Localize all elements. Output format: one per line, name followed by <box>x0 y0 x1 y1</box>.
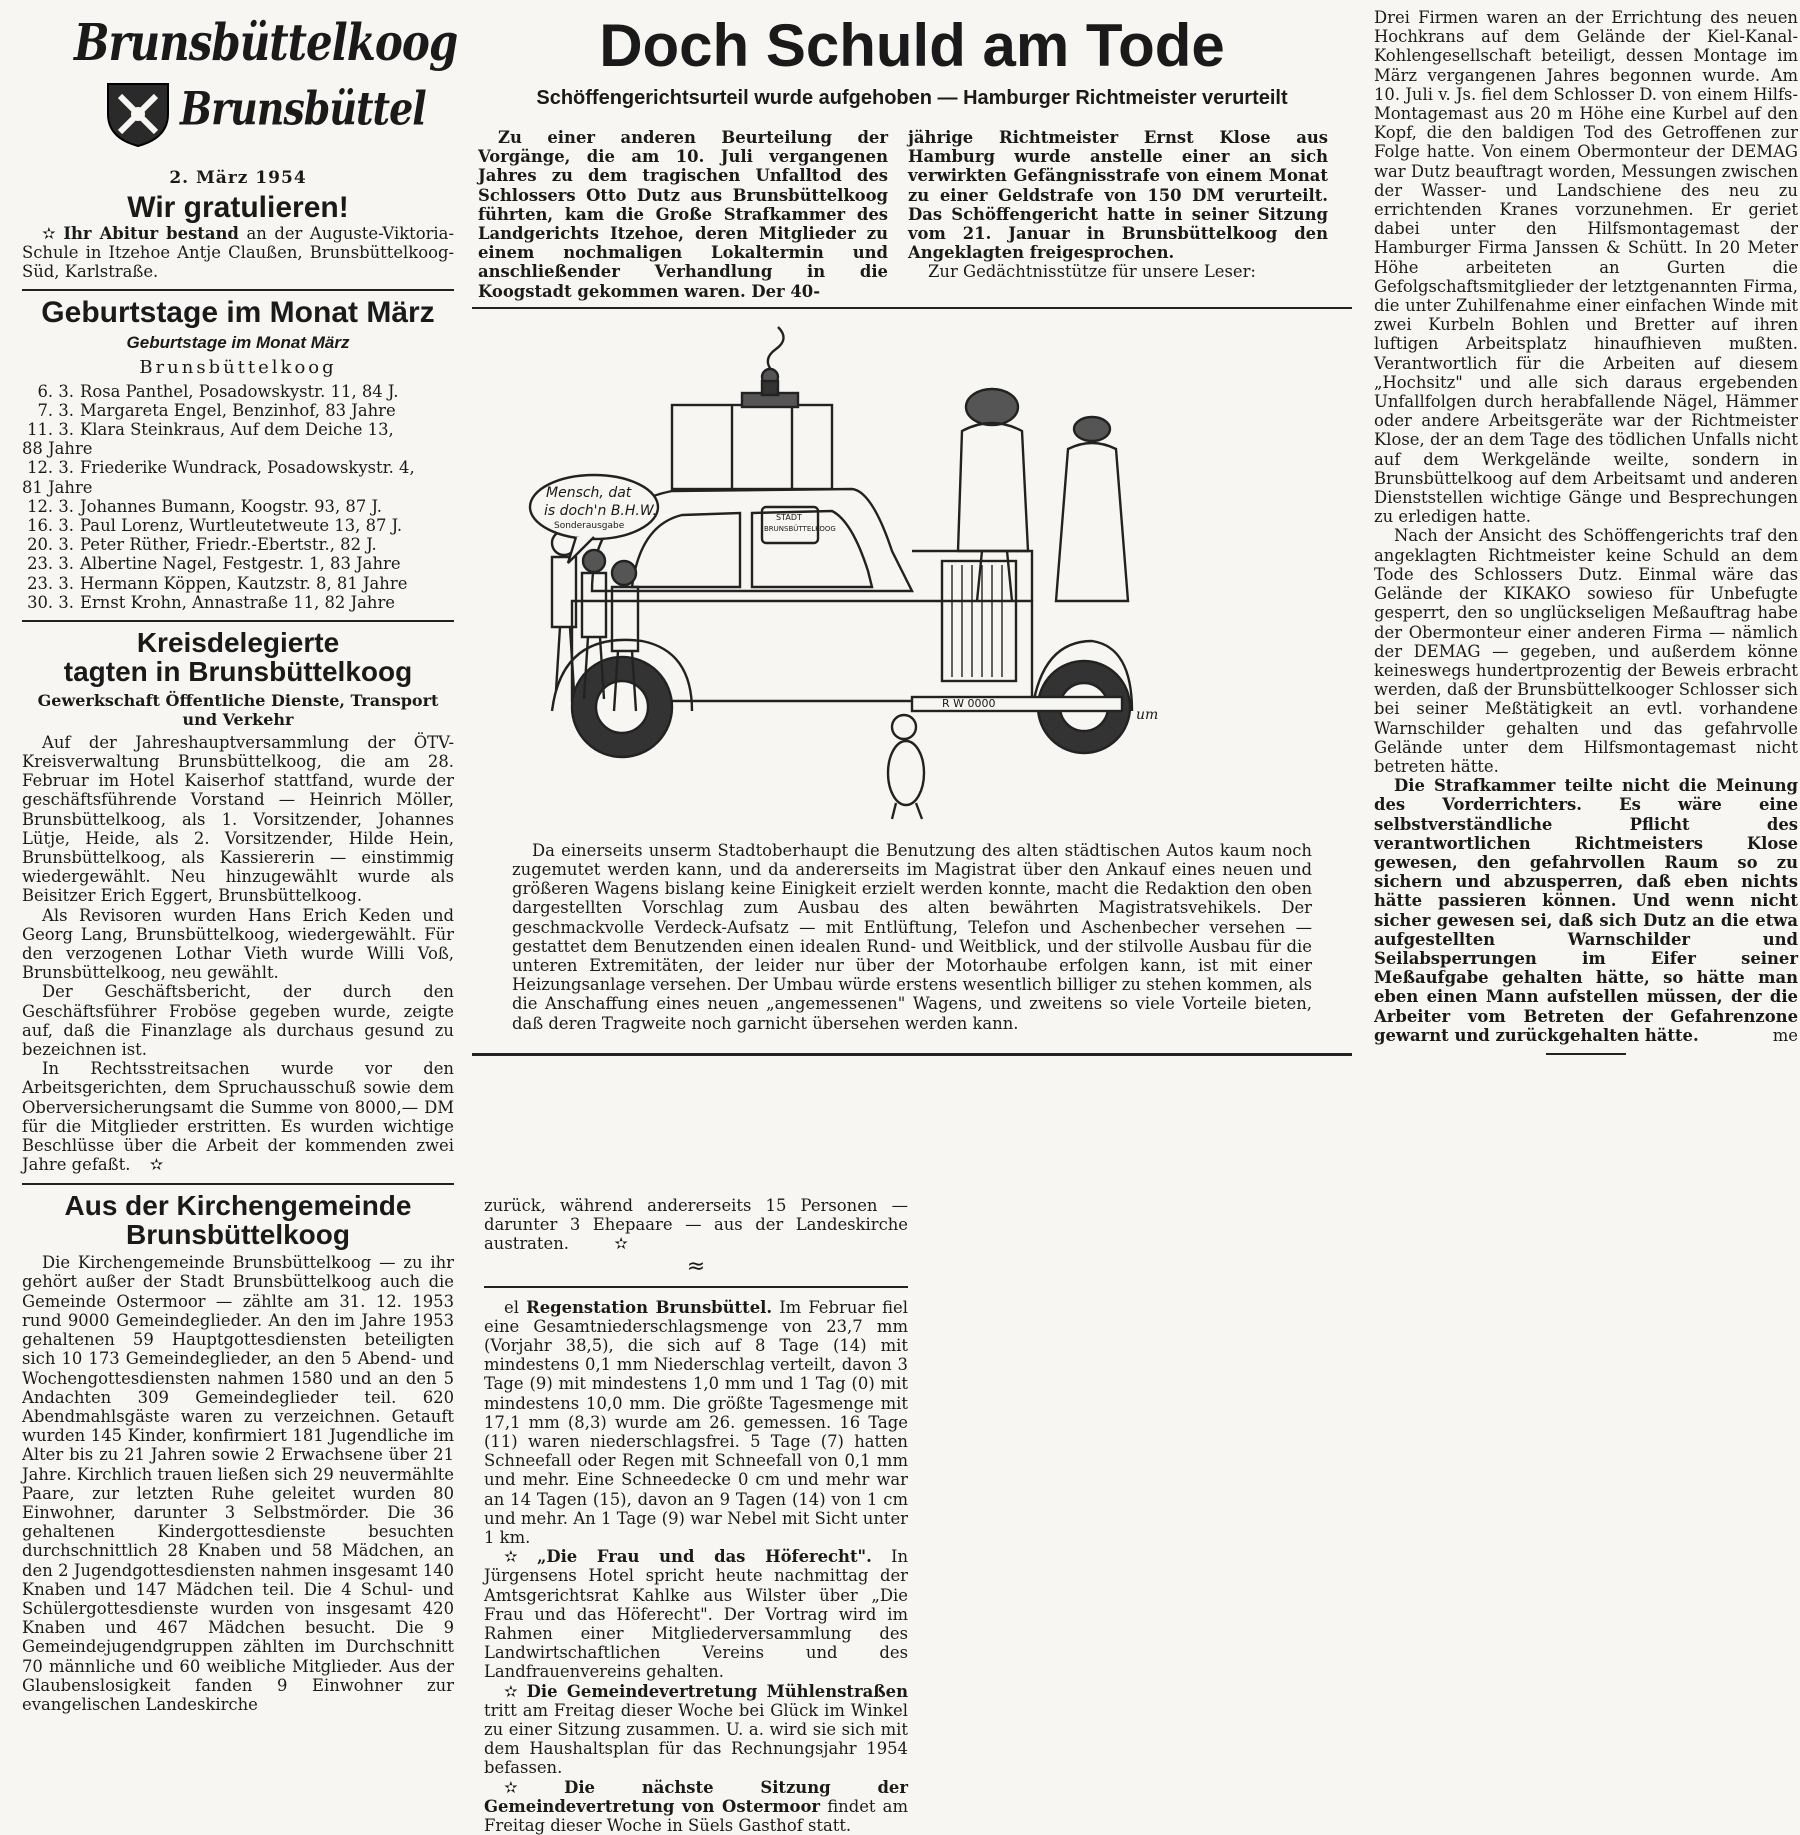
birthday-text: Friederike Wundrack, Posadowskystr. 4, <box>80 458 415 478</box>
kirche-continuation: zurück, während andererseits 15 Personen — darunter 3 Ehepaare — aus der Landeskirche austraten. ✫ <box>484 1196 908 1254</box>
wave-separator-icon: ≈ <box>686 1253 706 1279</box>
lead-column-a: Zu einer anderen Beurteilung der Vorgänge, die am 10. Juli vergangenen Jahres zu dem tragischen Unfalltod des Schlossers Otto Dutz aus Brunsbüttelkoog führten, kam die Große Strafkammer des Landgerichts Itzehoe, deren Mitglieder zu einem nochmaligen Lokaltermin und anschließender Verhandlung in die Koogstadt gekommen waren. Der 40- <box>478 128 888 301</box>
masthead-line2: Brunsbüttel <box>180 81 426 136</box>
regen-paragraph: el Regenstation Brunsbüttel. Im Februar fiel eine Gesamtniederschlagsmenge von 23,7 mm (Vorjahr 38,5), die sich auf 8 Tage (14) mit mindestens 0,1 mm Niederschlag verteilt, davon 3 Tage (9) mit mindestens 1,0 mm und 1 Tag (0) mit mindestens 10,0 mm. Die größte Tagesmenge mit 17,1 mm (8,3) wurde am 26. gemessen. 16 Tage (11) waren niederschlagsfrei. 5 Tage (7) hatten Schneefall oder Regen mit Schneefall von 0,1 mm und mehr. Eine Schneedecke 0 cm und mehr war an 14 Tagen (15), davon an 9 Tagen (14) von 1 cm und mehr. An 1 Tage (9) war Nebel mit Sicht unter 1 km. <box>484 1297 908 1548</box>
gratulate-text: ✫ Ihr Abitur bestand an der Auguste-Viktoria-Schule in Itzehoe Antje Claußen, Brunsbüttelkoog-Süd, Karlstraße. <box>22 223 454 281</box>
birthday-date: 12. 3. <box>27 496 74 516</box>
birthday-entry <box>22 497 454 516</box>
birthday-entry <box>22 420 454 439</box>
lead-column-c: Zur Gedächtnisstütze für unsere Leser: <box>928 262 1256 282</box>
birthday-date: 23. 3. <box>27 554 74 574</box>
right-paragraph: Die Strafkammer teilte nicht die Meinung des Vorderrichters. Es wäre eine selbstverständliche Pflicht des verantwortlichen Richtmeisters Klose gewesen, den gefahrvollen Raum so zu sichern und abzusperren, daß eben nichts hätte passieren können. Und wenn nicht sicher gewesen sei, daß sich Dutz an die etwa aufgestellten Warnschilder und Seilabsperrungen im Eifer seiner Meßaufgabe gehalten hätte, so hätte man eben einen Mann aufstellen müssen, der die Arbeiter vom Betreten der Gefahrenzone gewarnt und zurückgehalten hätte. me <box>1374 776 1798 1045</box>
birthdays-title: Geburtstage im Monat März <box>41 296 435 330</box>
divider <box>22 289 454 291</box>
star-icon: ✫ <box>614 1234 628 1254</box>
cartoon-caption: Da einerseits unserm Stadtoberhaupt die Benutzung des alten städtischen Autos kaum noch zugemutet werden kann, und da andererseits im Magistrat über den Ankauf eines neuen und größeren Wagens bislang keine Einigkeit erzielt werden konnte, macht die Redaktion den oben dargestellten Vorschlag zum Ausbau des alten bewährten Magistratsvehikels. Der geschmackvolle Verdeck-Aufsatz — mit Entlüftung, Telefon und Aschenbecher versehen — gestattet dem Benutzenden einen idealen Rund- und Weitblick, und der stilvolle Ausbau für die unteren Extremitäten, der leider nur über der Motorhaube erfolgen kann, ist mit einer Heizungsanlage versehen. Der Umbau würde erstens wesentlich billiger zu stehen kommen, als die Anschaffung eines neuen „angemessenen" Wagens, und zweitens so viele Vorteile bieten, daß deren Tragweite noch garnicht übersehen werden kann. <box>512 840 1312 1033</box>
kreis-paragraph: Auf der Jahreshauptversammlung der ÖTV-Kreisverwaltung Brunsbüttelkoog, die am 28. Februar im Hotel Kaiserhof stattfand, wurde der geschäftsführende Vorstand — Heinrich Möller, Brunsbüttelkoog, als 1. Vorsitzender, Johannes Lütje, Heide, als 2. Vorsitzender, Hilde Hein, Brunsbüttelkoog, als Kassiererin — einstimmig wiedergewählt. Neu hinzugewählt wurde als Beisitzer Erich Eggert, Brunsbüttelkoog. <box>22 732 454 906</box>
door-text-2: BRUNSBÜTTELKOOG <box>764 524 836 533</box>
main-article <box>472 0 1352 1056</box>
bubble-text-1: Mensch, dat <box>546 484 632 501</box>
birthday-text: Peter Rüther, Friedr.-Ebertstr., 82 J. <box>80 535 377 555</box>
birthday-entry <box>22 574 454 593</box>
kreis-paragraph: Der Geschäftsbericht, der durch den Geschäftsführer Froböse gegeben wurde, zeigte auf, daß die Finanzlage als durchaus gesund zu bezeichnen ist. <box>22 982 454 1060</box>
divider <box>22 620 454 622</box>
kirche-title-2: Brunsbüttelkoog <box>126 1218 350 1250</box>
cartoon-signature: um <box>1136 706 1159 723</box>
birthday-entry <box>22 458 454 477</box>
star-icon: ✫ <box>149 1155 164 1175</box>
birthday-entry <box>22 593 454 612</box>
birthday-continuation: 81 Jahre <box>22 477 93 497</box>
kirche-paragraph: Die Kirchengemeinde Brunsbüttelkoog — zu ihr gehört außer der Stadt Brunsbüttelkoog auch die Gemeinde Ostermoor — zählte am 31. 12. 1953 rund 9000 Gemeindeglieder. An den im Jahre 1953 gehaltenen 59 Hauptgottesdiensten beteiligten sich 10 173 Gemeindeglieder, an den 5 Abend- und Wochengottesdiensten nahmen 1580 und an den 5 Andachten 309 Gemeindeglieder teil. 620 Abendmahlsgäste waren zu verzeichnen. Getauft wurden 145 Kinder, konfirmiert 181 Jugendliche im Alter bis zu 21 Jahren sowie 2 Erwachsene über 21 Jahre. Kirchlich trauen ließen sich 29 neuvermählte Paare, zur letzten Ruhe geleitet wurden 80 Einwohner, darunter 3 Selbstmörder. Die 36 gehaltenen Kindergottesdienste besuchten durchschnittlich 28 Knaben und 58 Mädchen, an den 2 Jugendgottesdiensten nahmen insgesamt 140 Knaben und 147 Mädchen teil. Die 4 Schul- und Schülergottesdienste wurden von insgesamt 420 Knaben und 467 Mädchen besucht. Die 9 Gemeindejugendgruppen zählten im Durchschnitt 70 männliche und 60 weibliche Mitglieder. Aus der Glaubenslosigkeit fanden 9 Einwohner zur evangelischen Landeskirche <box>22 1253 454 1714</box>
birthday-entry <box>22 401 454 420</box>
birthday-date: 7. 3. <box>37 400 74 420</box>
birthday-text: Rosa Panthel, Posadowskystr. 11, 84 J. <box>80 381 399 401</box>
gratulate-title: Wir gratulieren! <box>127 191 349 224</box>
kirche-title-1: Aus der Kirchengemeinde <box>64 1189 412 1221</box>
birthday-date: 16. 3. <box>27 516 74 536</box>
kreis-subtitle: Gewerkschaft Öffentliche Dienste, Transport und Verkehr <box>37 690 439 729</box>
star-icon: ✫ <box>504 1547 518 1567</box>
right-column <box>1374 8 1798 1055</box>
kreis-paragraph: Als Revisoren wurden Hans Erich Keden und Georg Lang, Brunsbüttelkoog, wiedergewählt. Für den verzogenen Lothar Vieth wurde Willi Voß, Brunsbüttelkoog, neu gewählt. <box>22 905 454 983</box>
star-icon: ✫ <box>504 1777 518 1797</box>
main-subtitle: Schöffengerichtsurteil wurde aufgehoben — Hamburger Richtmeister verurteilt <box>536 87 1288 109</box>
birthday-date: 6. 3. <box>37 381 74 401</box>
frau-paragraph: ✫ „Die Frau und das Höferecht". In Jürgensens Hotel spricht heute nachmittag der Amtsgerichtsrat Kahlke aus Wilster über „Die Frau und das Höferecht". Der Vortrag wird im Rahmen einer Mitgliederversammlung des Landwirtschaftlichen Vereins und des Landfrauenvereins gehalten. <box>484 1547 909 1682</box>
birthday-list <box>22 382 454 612</box>
lead-column-b: jährige Richtmeister Ernst Klose aus Hamburg wurde anstelle einer an sich verwirkten Gefängnisstrafe von einem Monat zu einer Geldstrafe von 150 DM verurteilt. Das Schöffengericht hatte in seiner Sitzung vom 21. Januar in Brunsbüttelkoog den Angeklagten freigesprochen. <box>908 128 1328 263</box>
birthday-text: Margareta Engel, Benzinhof, 83 Jahre <box>80 400 396 420</box>
birthday-entry <box>22 535 454 554</box>
birthday-entry <box>22 382 454 401</box>
birthday-entry <box>22 554 454 573</box>
birthdays-subtitle: Geburtstage im Monat März <box>126 332 350 352</box>
kreis-paragraph: In Rechtsstreitsachen wurde vor den Arbeitsgerichten, dem Spruchausschuß sowie dem Oberversicherungsamt die Summe von 8000,— DM für die Mitglieder erstritten. Es wurden wichtige Beschlüsse über die Arbeit der kommenden zwei Jahre gefaßt. ✫ <box>22 1059 454 1175</box>
birthday-text: Klara Steinkraus, Auf dem Deiche 13, <box>80 420 394 440</box>
bubble-text-3: Sonderausgabe <box>554 520 625 531</box>
door-text-1: STADT <box>776 512 802 522</box>
plate-text: R W 0000 <box>942 696 996 710</box>
right-paragraph: Nach der Ansicht des Schöffengerichts traf den angeklagten Richtmeister keine Schuld an dem Tode des Schlossers Dutz. Einmal wäre das Gelände der KIKAKO sowieso für Unbefugte gesperrt, den so unglückseligen Meßauftrag habe der Obermonteur einer anderen Firma — nämlich der DEMAG — gegeben, und außerdem könne keineswegs hundertprozentig der Beweis erbracht werden, daß der Brunsbüttelkooger Schlosser sich bei seiner Meßtätigkeit an evtl. vorhandene Warnschilder gehalten und das gefahrvolle Gelände unter dem Hilfsmontagemast nicht betreten hätte. <box>1374 526 1798 776</box>
kreis-title-2: tagten in Brunsbüttelkoog <box>63 656 413 688</box>
issue-date: 2. März 1954 <box>169 168 307 188</box>
birthday-date: 30. 3. <box>27 592 74 612</box>
divider <box>472 307 1352 309</box>
star-icon: ✫ <box>504 1681 518 1701</box>
birthday-text: Ernst Krohn, Annastraße 11, 82 Jahre <box>80 592 396 612</box>
birthday-date: 11. 3. <box>27 420 74 440</box>
left-column <box>22 0 458 1714</box>
birthday-text: Albertine Nagel, Festgestr. 1, 83 Jahre <box>80 554 401 574</box>
divider <box>472 1053 1352 1056</box>
divider <box>22 1183 454 1185</box>
birthday-date: 23. 3. <box>27 573 74 593</box>
birthday-text: Paul Lorenz, Wurtleutetweute 13, 87 J. <box>80 516 403 536</box>
birthday-date: 20. 3. <box>27 535 74 555</box>
kreis-title-1: Kreisdelegierte <box>136 627 340 659</box>
masthead-line1: Brunsbüttelkoog <box>74 13 458 72</box>
cartoon-illustration <box>472 311 1352 831</box>
bubble-text-2: is doch'n B.H.W. <box>544 502 658 519</box>
star-icon: ✫ <box>42 223 56 243</box>
right-paragraph: Drei Firmen waren an der Errichtung des neuen Hochkrans auf dem Gelände der Kiel-Kanal-Kohlengesellschaft beteiligt, dessen Montage im März vergangenen Jahres begonnen wurde. Am 10. Juli v. Js. fiel dem Schlosser D. von einem Hilfs-Montagemast aus 20 m Höhe eine Kurbel auf den Kopf, die den baldigen Tod des Getroffenen zur Folge hatte. Von einem Obermonteur der DEMAG war Dutz beauftragt worden, Messungen zwischen der Wasser- und Landschiene des neu zu errichtenden Kranes vorzunehmen. Er geriet dabei unter den Hilfsmontagemast der Hamburger Firma Janssen & Schütt. In 20 Meter Höhe arbeiteten an Gurten die Gefolgschaftsmitglieder der letztgenannten Firma, die unter Zuhilfenahme einer einfachen Winde mit zwei Kurbeln Bohlen und Bretter auf ihren luftigen Arbeitsplatz hinaufhieven mußten. Verantwortlich für die Arbeiten auf diesem „Hochsitz" und alle sich daraus ergebenden Unfallfolgen durch herabfallende Nägel, Hämmer oder andere Arbeitsgeräte war der Richtmeister Klose, der an dem Tage des tödlichen Unfalls nicht auf dem Werkgelände weilte, sondern in Brunsbüttelkoog auf dem Arbeitsamt und anderen Dienststellen wichtige Gänge und Besprechungen zu erledigen hatte. <box>1374 8 1798 527</box>
coat-of-arms-icon <box>102 78 174 154</box>
divider <box>484 1286 908 1288</box>
muehlen-paragraph: ✫ Die Gemeindevertretung Mühlenstraßen tritt am Freitag dieser Woche bei Glück im Winkel zu einer Sitzung zusammen. U. a. wird sie sich mit dem Haushaltsplan für das Rechnungsjahr 1954 befassen. <box>484 1681 909 1778</box>
divider <box>1546 1053 1626 1055</box>
birthdays-place: Brunsbüttelkoog <box>139 356 337 378</box>
birthday-date: 12. 3. <box>27 458 74 478</box>
ostermoor-paragraph: ✫ Die nächste Sitzung der Gemeindevertretung von Ostermoor findet am Freitag dieser Woche in Süels Gasthof statt. <box>484 1777 908 1835</box>
birthday-text: Hermann Köppen, Kautzstr. 8, 81 Jahre <box>80 573 408 593</box>
birthday-text: Johannes Bumann, Koogstr. 93, 87 J. <box>80 496 382 516</box>
masthead <box>22 0 458 150</box>
birthday-continuation: 88 Jahre <box>22 439 93 459</box>
birthday-entry <box>22 516 454 535</box>
author-signature: me <box>1772 1025 1798 1045</box>
main-title: Doch Schuld am Tode <box>599 12 1225 79</box>
middle-column <box>484 1196 908 1835</box>
